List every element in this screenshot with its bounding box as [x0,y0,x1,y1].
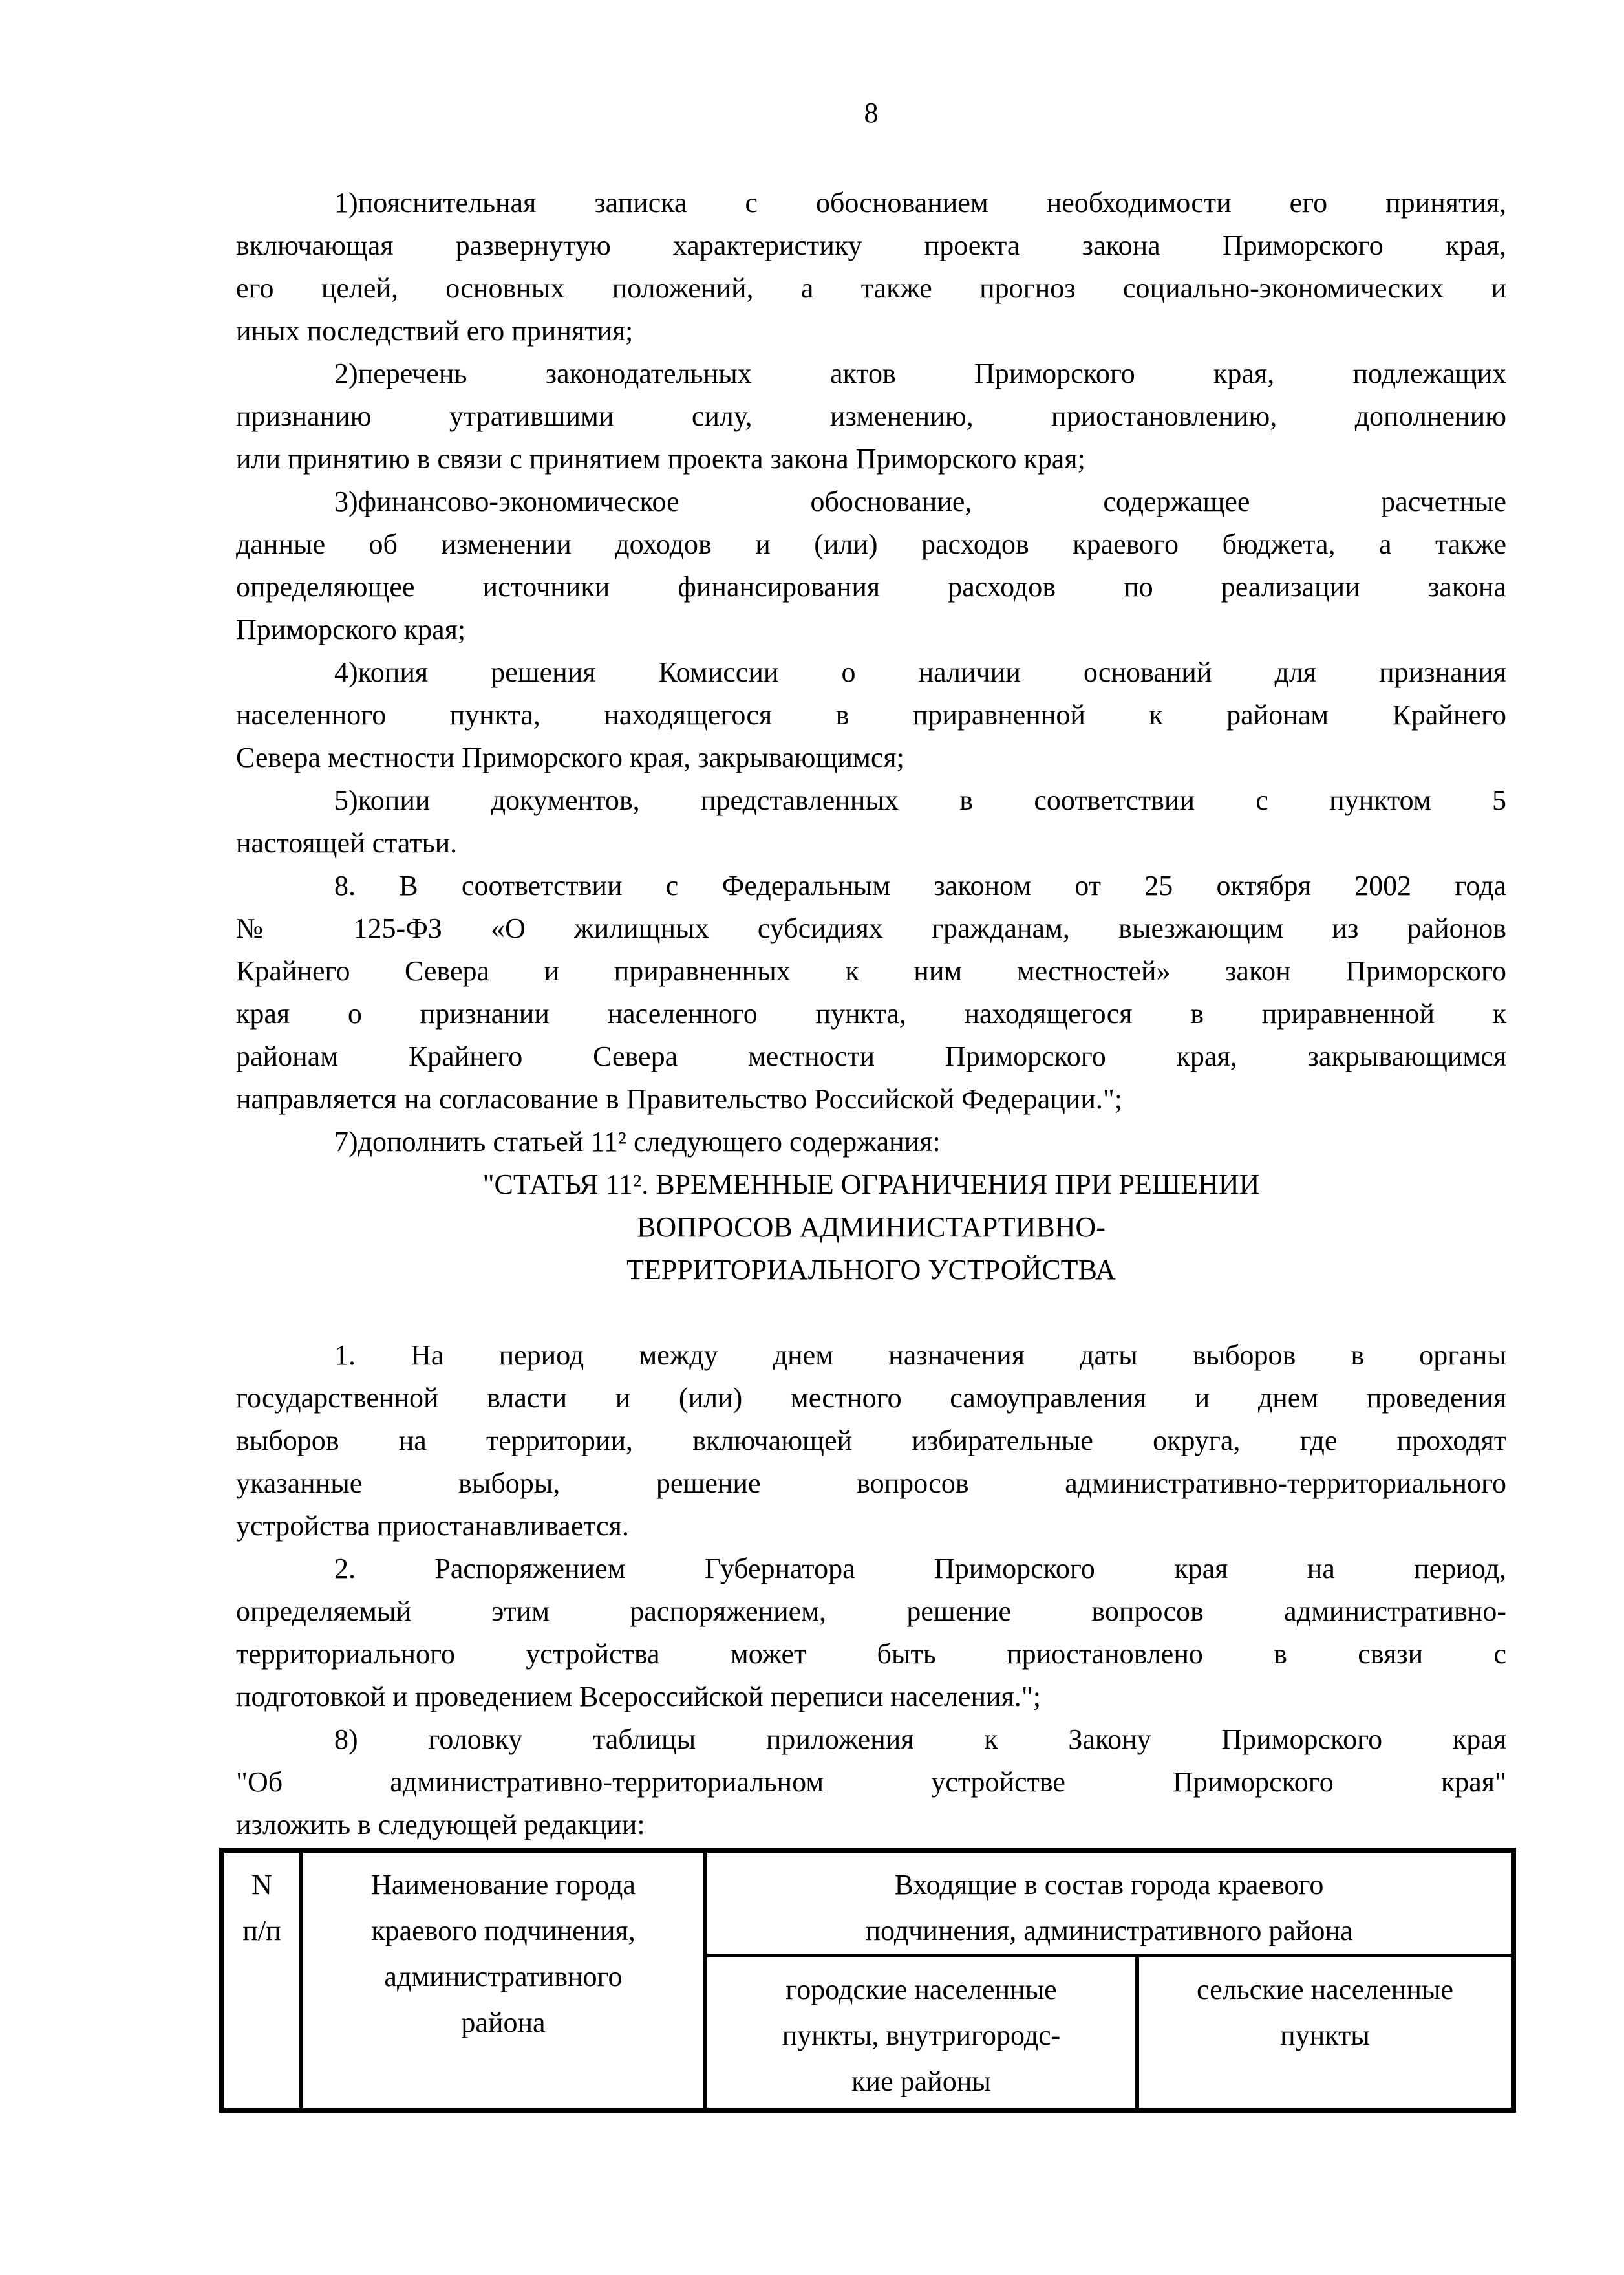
article-point-2 [236,1547,1506,1718]
page-number: 8 [864,97,879,129]
table-cell-line: пункты [1280,2020,1370,2051]
text-line: подготовкой и проведением Всероссийской переписи населения."; [236,1681,1041,1712]
text-line: направляется на согласование в Правительство Российской Федерации."; [236,1083,1123,1115]
text-line: 7)дополнить статьей 11² следующего содержания: [334,1126,941,1158]
text-line: 8. В соответствии с Федеральным законом от 25 октября 2002 года [334,870,1506,901]
text-line: устройства приостанавливается. [236,1510,629,1542]
text-line: 2)перечень законодательных актов Приморского края, подлежащих [334,358,1506,389]
table-cell-line: подчинения, административного района [865,1915,1353,1946]
text-line: указанные выборы, решение вопросов административно-территориального [236,1467,1506,1499]
table-cell-line: Входящие в состав города краевого [894,1869,1324,1901]
text-line: ТЕРРИТОРИАЛЬНОГО УСТРОЙСТВА [626,1254,1116,1286]
text-line: районам Крайнего Севера местности Приморского края, закрывающимся [236,1040,1506,1072]
text-line: территориального устройства может быть приостановлено в связи с [236,1638,1506,1670]
appendix-table-header [219,1848,1516,2113]
text-line: "Об административно-территориальном устройстве Приморского края" [236,1766,1506,1798]
text-line: 8) головку таблицы приложения к Закону Приморского края [334,1723,1506,1755]
table-cell-line: пункты, внутригородс- [782,2020,1061,2051]
text-line: признанию утратившими силу, изменению, приостановлению, дополнению [236,400,1506,432]
text-line: Севера местности Приморского края, закрывающимся; [236,742,904,773]
text-line: определяющее источники финансирования расходов по реализации закона [236,571,1506,603]
text-line: настоящей статьи. [236,827,458,859]
paragraph-subitem-8 [236,1718,1506,1846]
table-cell-line: городские населенные [785,1974,1057,2005]
table-header-cell-rural [1137,1956,1513,2110]
text-line: включающая развернутую характеристику проекта закона Приморского края, [236,230,1506,261]
text-line: иных последствий его принятия; [236,315,634,347]
table-cell-line: краевого подчинения, [371,1915,636,1946]
text-line: № 125-ФЗ «О жилищных субсидиях гражданам, выезжающим из районов [236,912,1506,944]
table-cell-line: п/п [242,1915,281,1946]
text-line: Приморского края; [236,614,466,645]
text-line: 1)пояснительная записка с обоснованием необходимости его принятия, [334,187,1506,219]
text-line: государственной власти и (или) местного самоуправления и днем проведения [236,1382,1506,1414]
text-line: 4)копия решения Комиссии о наличии оснований для признания [334,656,1506,688]
text-line: 5)копии документов, представленных в соответствии с пунктом 5 [334,784,1506,816]
text-line: изложить в следующей редакции: [236,1809,645,1840]
text-line: определяемый этим распоряжением, решение вопросов административно- [236,1595,1506,1627]
table-cell-line: кие районы [851,2065,991,2097]
table-cell-line: сельские населенные [1197,1974,1453,2005]
paragraph-subitem-2 [236,352,1506,480]
table-cell-line: N [251,1869,272,1901]
paragraph-point-8 [236,865,1506,1121]
table-cell-line: Наименование города [371,1869,636,1901]
text-line: ВОПРОСОВ АДМИНИСТАРТИВНО- [637,1211,1106,1243]
table-cell-line: административного [384,1961,623,1992]
text-line: выборов на территории, включающей избирательные округа, где проходят [236,1425,1506,1456]
paragraph-subitem-5 [236,779,1506,865]
table-row [222,1850,1513,1956]
text-line: или принятию в связи с принятием проекта закона Приморского края; [236,443,1085,475]
text-line: 3)финансово-экономическое обоснование, содержащее расчетные [334,486,1506,517]
paragraph-subitem-3 [236,480,1506,651]
paragraph-subitem-4 [236,651,1506,779]
table-header-cell-city-name [301,1850,705,2110]
table-header-cell-incoming [705,1850,1513,1956]
text-line: его целей, основных положений, а также прогноз социально-экономических и [236,272,1506,304]
article-point-1 [236,1334,1506,1547]
text-line: Крайнего Севера и приравненных к ним местностей» закон Приморского [236,955,1506,987]
text-line: данные об изменении доходов и (или) расходов краевого бюджета, а также [236,528,1506,560]
text-line: края о признании населенного пункта, находящегося в приравненной к [236,998,1506,1030]
paragraph-subitem-7 [236,1121,1506,1163]
article-heading [236,1163,1506,1291]
text-line: "СТАТЬЯ 11². ВРЕМЕННЫЕ ОГРАНИЧЕНИЯ ПРИ РЕШЕНИИ [482,1169,1260,1200]
table-header-cell-npp [222,1850,301,2110]
text-block [236,182,1506,2113]
text-line: 1. На период между днем назначения даты выборов в органы [334,1339,1506,1371]
table-header-cell-urban [705,1956,1137,2110]
text-line: населенного пункта, находящегося в приравненной к районам Крайнего [236,699,1506,731]
text-line: 2. Распоряжением Губернатора Приморского края на период, [334,1553,1506,1584]
paragraph-subitem-1 [236,182,1506,352]
table-cell-line: района [461,2007,546,2038]
